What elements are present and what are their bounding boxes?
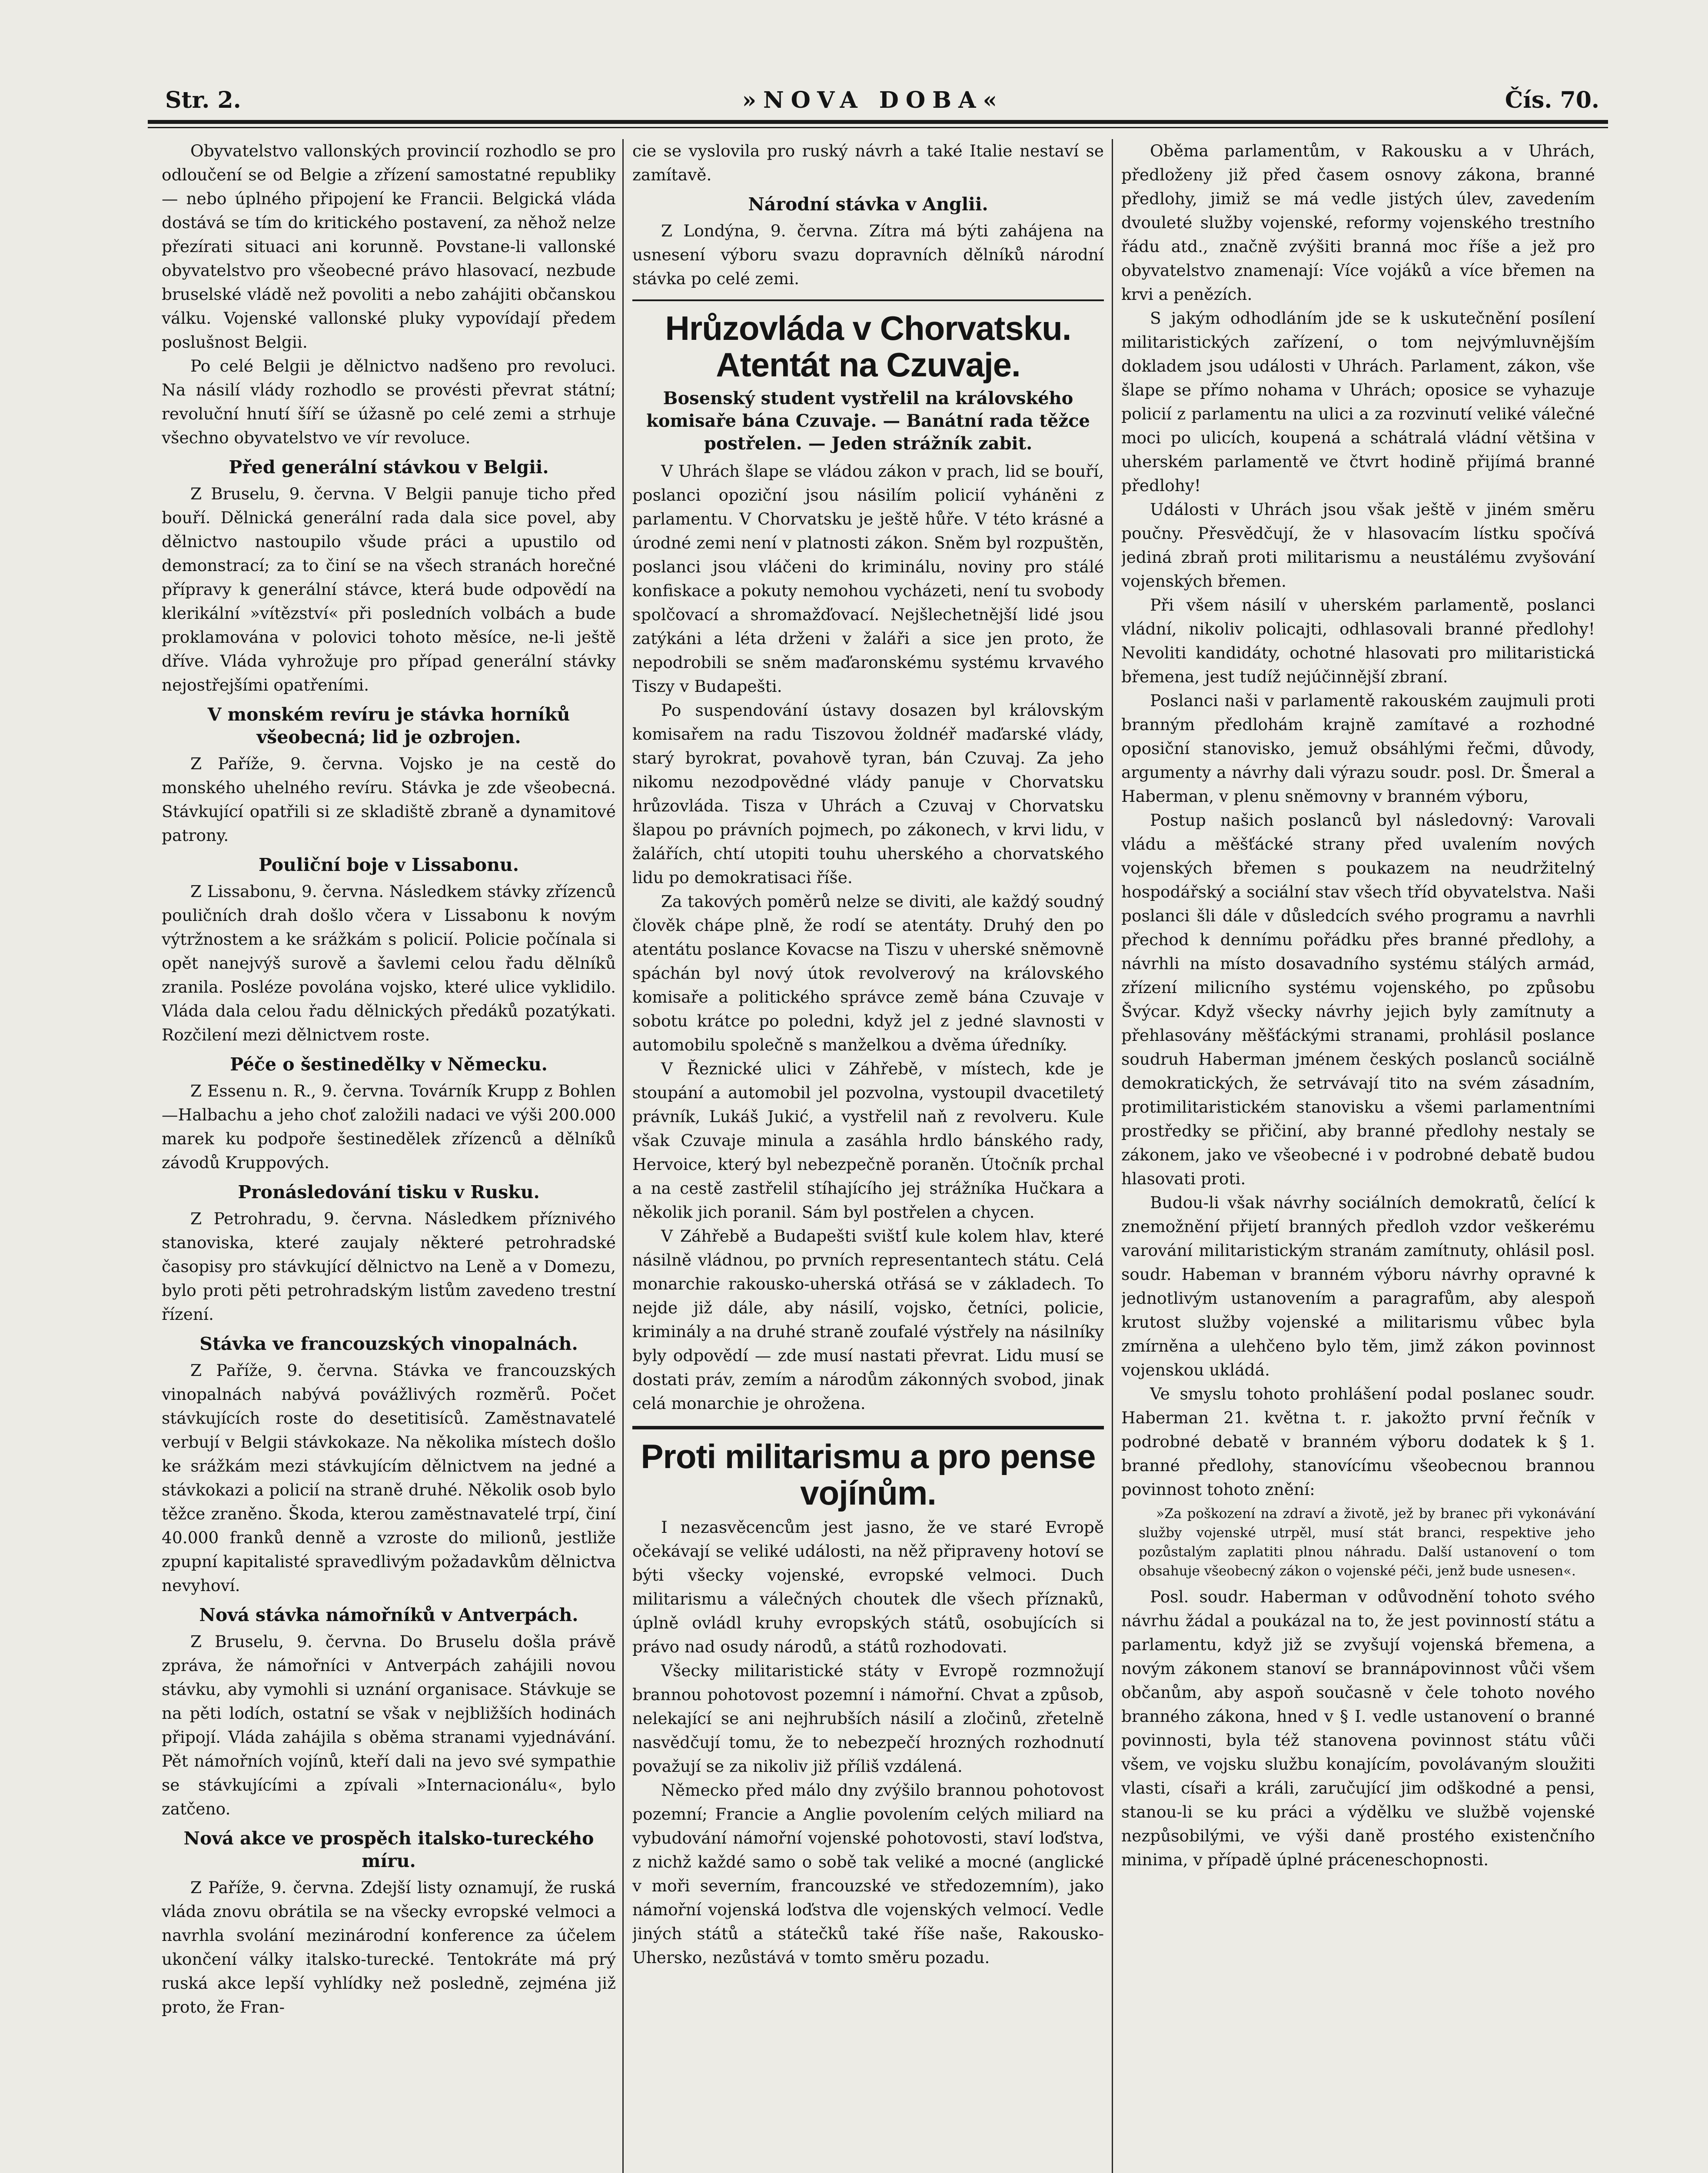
article-heading: Pouliční boje v Lissabonu.	[258, 854, 519, 875]
paragraph: Z Londýna, 9. června. Zítra má býti zahájena na usnesení výboru svazu dopravních dělníků národní stávka po celé zemi.	[632, 221, 1104, 288]
article-heading: V monském revíru je stávka horníků všeobecná; lid je ozbrojen.	[207, 704, 570, 748]
paragraph: Posl. soudr. Haberman v odůvodnění tohoto svého návrhu žádal a poukázal na to, že jest povinností státu a parlamentu, když již se zvyšují vojenská břemena, a novým zákonem stanoví se brannápovinnost vůči všem občanům, aby aspoň současně v čele tohoto nového branného zákona, hned v § I. vedle ustanovení o branné povinnosti, byla též stanovena povinnost státu vůči všem, ve vojsku službu konajícím, povolávaným sloužiti vlasti, císaři a králi, zaručující jim odškodné a pensi, stanou-li se ku práci a výdělku ve službě vojenské nezpůsobilými, ve výši daně prostého existenčního minima, v případě úplné práceneschopnosti.	[1121, 1587, 1595, 1869]
paragraph: Při všem násilí v uherském parlamentě, poslanci vládní, nikoliv policajti, odhlasovali branné předlohy! Nevoliti kandidáty, ochotné hlasovati pro militaristická břemena, jest tudíž nejúčinnější zbraní.	[1121, 595, 1595, 686]
paragraph: Po celé Belgii je dělnictvo nadšeno pro revoluci. Na násilí vlády rozhodlo se provésti převrat státní; revoluční hnutí šíří se úžasně po celé zemi a strhuje všechno obyvatelstvo ve vír revoluce.	[162, 356, 616, 447]
paragraph: V Řeznické ulici v Záhřebě, v místech, kde je stoupání a automobil jel pozvolna, vystoupil dvacetiletý právník, Lukáš Jukić, a vystřelil naň z revolveru. Kule však Czuvaje minula a zasáhla hrdlo bánského rady, Hervoice, který byl nebezpečně poraněn. Útočník prchal a na cestě zastřelil stíhajícího jej strážníka Hučkara a několik jich poranil. Sám byl postřelen a chycen.	[632, 1059, 1104, 1222]
paragraph: Z Essenu n. R., 9. června. Továrník Krupp z Bohlen—Halbachu a jeho choť založili nadaci ve výši 200.000 marek ku podpoře šestinedělek zřízenců a dělníků závodů Kruppových.	[162, 1081, 616, 1172]
headline: Proti militarismu a pro pense vojínům.	[641, 1437, 1096, 1512]
paragraph: Německo před málo dny zvýšilo brannou pohotovost pozemní; Francie a Anglie povolením celých miliard na vybudování námořní vojenské pohotovosti, staví loďstva, z nichž každé samo o sobě tak veliké a mocné (anglické v moři severním, francouzské ve středozemním), jako námořní vojenská loďstva dle vojenských velmocí. Vedle jiných států a státečků také říše naše, Rakousko-Uhersko, nezůstává v tomto směru pozadu.	[632, 1781, 1104, 1967]
column-2	[632, 139, 1104, 2173]
column-divider	[622, 139, 624, 2173]
paragraph: Z Paříže, 9. června. Zdejší listy oznamují, že ruská vláda znovu obrátila se na všecky evropské velmoci a navrhla svolání mezinárodní konference za účelem ukončení války italsko-turecké. Tentokráte má prý ruská akce lepší vyhlídky než posledně, zejména již proto, že Fran-	[162, 1878, 616, 2017]
paragraph: Z Paříže, 9. června. Vojsko je na cestě do monského uhelného revíru. Stávka je zde všeobecná. Stávkující opatřili si ze skladiště zbraně a dynamitové patrony.	[162, 754, 616, 845]
paragraph: Ve smyslu tohoto prohlášení podal poslanec soudr. Haberman 21. května t. r. jakožto první řečník v podrobné debatě v branném výboru dodatek k § 1. branné předlohy, stanovícímu všeobecnou brannou povinnost tohoto znění:	[1121, 1384, 1595, 1499]
paragraph: Všecky militaristické státy v Evropě rozmnožují brannou pohotovost pozemní i námořní. Chvat a způsob, nelekající se ani nejhrubších násilí a zločinů, zřetelně nasvědčují tomu, že to nebezpečí hrozných rozhodnutí považují se za nikoliv již příliš vzdálená.	[632, 1661, 1104, 1776]
paragraph: Poslanci naši v parlamentě rakouském zaujmuli proti branným předlohám krajně zamítavé a rozhodné oposiční stanovisko, jemuž obsáhlými řečmi, důvody, argumenty a návrhy dali výrazu soudr. posl. Dr. Šmeral a Haberman, v plenu sněmovny v branném výboru,	[1121, 691, 1595, 806]
issue-number: Čís. 70.	[1505, 86, 1599, 113]
paragraph: Po suspendování ústavy dosazen byl královským komisařem na radu Tiszovou žoldnéř maďarské vlády, starý byrokrat, povahově tyran, bán Czuvaj. Za jeho nikomu nezodpovědné vlády panuje v Chorvatsku hrůzovláda. Tisza v Uhrách a Czuvaj v Chorvatsku šlapou po právních pojmech, po zákonech, v krvi lidu, v žalářích, chtí utopiti touhu uherského a chorvatského lidu po demokratisaci říše.	[632, 701, 1104, 887]
quoted-amendment: »Za poškození na zdraví a životě, jež by branec při vykonávání služby vojenské utrpěl, musí stát branci, respektive jeho pozůstalým zaplatiti plnou náhradu. Další ustanovení o tom obsahuje všeobecný zákon o vojenské péči, jenž bude usnesen«.	[1139, 1506, 1595, 1579]
paragraph: Z Petrohradu, 9. června. Následkem příznivého stanoviska, které zaujaly některé petrohradské časopisy pro stávkující dělnictvo na Leně a v Domezu, bylo proti pěti petrohradským listům zavedeno trestní řízení.	[162, 1209, 616, 1324]
article-heading: Národní stávka v Anglii.	[748, 194, 988, 215]
headline: Hrůzovláda v Chorvatsku. Atentát na Czuvaje.	[665, 309, 1071, 384]
paragraph: cie se vyslovila pro ruský návrh a také Italie nestaví se zamítavě.	[632, 141, 1104, 184]
paragraph: Oběma parlamentům, v Rakousku a v Uhrách, předloženy již před časem osnovy zákona, branné předlohy, jimiž se má vedle jistých úlev, zavedením dvouleté služby vojenské, reformy vojenského trestního řádu atd., značně zvýšiti branná moc říše a jež pro obyvatelstvo znamenají: Více vojáků a více břemen na krvi a penězích.	[1121, 141, 1595, 304]
page-header	[165, 83, 1599, 117]
header-rule-thin	[148, 127, 1608, 128]
article-heading: Nová akce ve prospěch italsko-tureckého míru.	[183, 1828, 594, 1871]
paragraph: Budou-li však návrhy sociálních demokratů, čelící k znemožnění přijetí branných předloh vzdor veškerému varování militaristickým stranám zamítnuty, ohlásil posl. soudr. Habeman v branném výboru návrhy opravné k jednotlivým ustanovením a paragrafům, aby alespoň krutost služby vojenské a militarismu vůbec byla zmírněna a ulehčeno bylo těm, jimž zákon povinnost vojenskou ukládá.	[1121, 1193, 1595, 1379]
paragraph: Z Lissabonu, 9. června. Následkem stávky zřízenců pouličních drah došlo včera v Lissabonu k novým výtržnostem a ke srážkám s policií. Policie počínala si opět nanejvýš surově a šavlemi celou řadu dělníků zranila. Posléze povolána vojsko, které ulice vyklidilo. Vláda dala celou řadu dělnických předáků pozatýkati. Rozčilení mezi dělnictvem roste.	[162, 882, 616, 1044]
section-rule	[632, 1426, 1104, 1429]
paragraph: Obyvatelstvo vallonských provincií rozhodlo se pro odloučení se od Belgie a zřízení samostatné republiky — nebo úplného připojení ke Francii. Belgická vláda dostává se tím do kritického postavení, za něhož nelze přezírati situaci ani korunně. Povstane-li vallonské obyvatelstvo pro všeobecné právo hlasovací, nezbude bruselské vládě než povoliti a nebo zahájiti občanskou válku. Vojenské vallonské pluky vypovídají předem poslušnost Belgii.	[162, 141, 616, 352]
paragraph: Z Bruselu, 9. června. Do Bruselu došla právě zpráva, že námořníci v Antverpách zahájili novou stávku, aby vymohli si uznání organisace. Stávkuje se na pěti lodích, ostatní se však v nejbližších hodinách připojí. Vláda zahájila s oběma stranami vyjednávání. Pět námořních vojínů, kteří dali na jevo své sympathie se stávkujícími a zpívali »Internacionálu«, bylo zatčeno.	[162, 1632, 616, 1818]
paragraph: Postup našich poslanců byl následovný: Varovali vládu a měšťácké strany před uvalením nových vojenských břemen s poukazem na neudržitelný hospodářský a sociální stav všech tříd obyvatelstva. Naši poslanci šli dále v důsledcích svého programu a navrhli přechod k dennímu pořádku přes branné předlohy, a návrhli na místo dosavadního systému stálých armád, zřízení milicního systému vojenského, po způsobu Švýcar. Když všecky návrhy jejich byly zamítnuty a přehlasovány měšťáckými stranami, prohlásil poslance soudruh Haberman jménem českých poslanců sociálně demokratických, že setrvávají tito na svém zásadním, protimilitaristickém stanovisku a všemi parlamentními prostředky se přičiní, aby branné předlohy nestaly se zákonem, jako ve všeobecné i v podrobné debatě budou hlasovati proti.	[1121, 811, 1595, 1188]
paragraph: Za takových poměrů nelze se diviti, ale každý soudný člověk chápe plně, že rodí se atentáty. Druhý den po atentátu poslance Kovacse na Tiszu v uherské sněmovně spáchán byl nový útok revolverový na královského komisaře a politického správce země bána Czuvaje v sobotu krátce po poledni, když jel z jedné slavnosti v automobilu společně s manželkou a dvěma úředníky.	[632, 892, 1104, 1054]
newspaper-title: »NOVA DOBA«	[742, 86, 1004, 113]
paragraph: V Uhrách šlape se vládou zákon v prach, lid se bouří, poslanci opoziční jsou násilím policií vyháněni z parlamentu. V Chorvatsku je ještě hůře. V této krásné a úrodné zemi není v platnosti zákon. Sněm byl rozpuštěn, poslanci jsou vláčeni do kriminálu, noviny pro stálé konfiskace a pokuty nemohou vycházeti, není tu svobody spolčovací a shromažďovací. Nejšlechetnější lidé jsou zatýkáni a léta drženi v žaláři a sice jen proto, že nepodrobili se sněm maďaronskému systému krvavého Tiszy v Budapešti.	[632, 462, 1104, 696]
paragraph: V Záhřebě a Budapešti svištÍ kule kolem hlav, které násilně vládnou, po prvních representantech státu. Celá monarchie rakousko-uherská otřásá se v základech. To nejde již dále, aby násilí, vojsko, četníci, policie, kriminály a na druhé straně zoufalé výstřely na násilníky byly odpovědí — zde musí nastati převrat. Lidu musí se dostati práv, zemím a národům zákonných svobod, jinak celá monarchie je ohrožena.	[632, 1226, 1104, 1413]
article-heading: Pronásledování tisku v Rusku.	[238, 1182, 540, 1203]
paragraph: Události v Uhrách jsou však ještě v jiném směru poučny. Přesvědčují, že v hlasovacím lístku spočívá jediná zbraň proti militarismu a neustálému zvyšování vojenských břemen.	[1121, 500, 1595, 591]
page-number: Str. 2.	[165, 86, 241, 113]
paragraph: I nezasvěcencům jest jasno, že ve staré Evropě očekávají se veliké události, na něž připraveny hotoví se býti všecky vojenské, evropské velmoci. Duch militarismu a válečných choutek dle všech příznaků, úplně ovládl kruhy evropských států, osobujících si právo nad osudy národů, a států rozhodovati.	[632, 1518, 1104, 1656]
paragraph: Z Bruselu, 9. června. V Belgii panuje ticho před bouří. Dělnická generální rada dala sice povel, aby dělnictvo nastoupilo všude práci a upustilo od demonstrací; za to činí se na všech stranách horečné přípravy k generální stávce, která bude odpovědí na klerikální »vítězství« při posledních volbách a bude proklamována v polovici tohoto měsíce, ne-li ještě dříve. Vláda vyhrožuje pro případ generální stávky nejostřejšími opatřeními.	[162, 484, 616, 694]
article-heading: Stávka ve francouzských vinopalnách.	[199, 1333, 578, 1354]
subheadline: Bosenský student vystřelil na královského komisaře bána Czuvaje. — Banátní rada těžce postřelen. — Jeden strážník zabit.	[646, 388, 1090, 454]
article-heading: Péče o šestinedělky v Německu.	[230, 1054, 548, 1075]
column-1	[162, 139, 616, 2173]
paragraph: S jakým odhodláním jde se k uskutečnění posílení militaristických zařízení, o tom nejvýmluvnějším dokladem jsou události v Uhrách. Parlament, zákon, vše šlape se přímo nohama v Uhrách; oposice se vyhazuje policií z parlamentu na ulici a za rozvinutí veliké válečné moci po ulicích, koupená a schátralá vládní většina v uherském parlamentě ve čtvrt hodině přijímá branné předlohy!	[1121, 309, 1595, 495]
section-rule	[632, 299, 1104, 301]
column-divider	[1112, 139, 1113, 2173]
header-rule	[148, 120, 1608, 124]
article-heading: Nová stávka námořníků v Antverpách.	[199, 1605, 578, 1625]
paragraph: Z Paříže, 9. června. Stávka ve francouzských vinopalnách nabývá povážlivých rozměrů. Počet stávkujících roste do desetitisíců. Zaměstnavatelé verbují v Belgii stávkokaze. Na několika místech došlo ke srážkám mezi stávkujícím dělnictvem na jedné a stávkokazi a policií na straně druhé. Několik osob bylo těžce zraněno. Škoda, kterou zaměstnavatelé trpí, činí 40.000 franků denně a vzroste do milionů, jestliže zpupní kapitalisté spravedlivým požadavkům dělnictva nevyhoví.	[162, 1361, 616, 1595]
column-3	[1121, 139, 1595, 2173]
article-heading: Před generální stávkou v Belgii.	[229, 457, 549, 478]
